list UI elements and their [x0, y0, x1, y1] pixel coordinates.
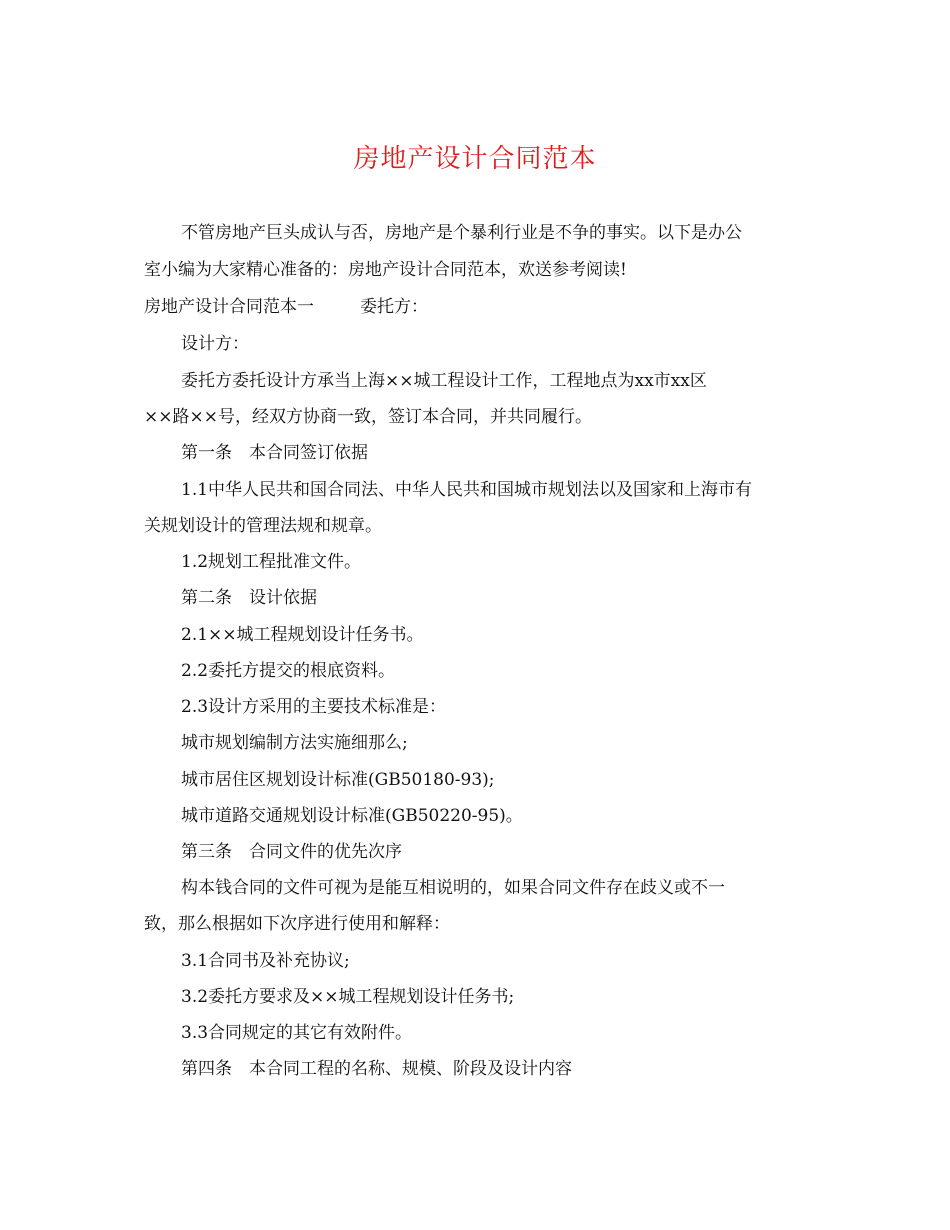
clause-line: 3.1合同书及补充协议; [181, 951, 350, 971]
article-heading: 第二条 设计依据 [181, 588, 317, 608]
document-title: 房地产设计合同范本 [353, 144, 597, 174]
paragraph-line: 室小编为大家精心准备的：房地产设计合同范本，欢送参考阅读! [144, 260, 627, 280]
clause-line: 3.3合同规定的其它有效附件。 [181, 1023, 413, 1043]
clause-line: 城市道路交通规划设计标准(GB50220-95)。 [181, 806, 523, 826]
paragraph-line: 关规划设计的管理法规和规章。 [144, 516, 382, 536]
client-label: 委托方： [360, 297, 428, 317]
contract-heading-line [144, 295, 428, 319]
paragraph-line: 委托方委托设计方承当上海××城工程设计工作，工程地点为xx市xx区 [181, 371, 707, 391]
clause-line: 2.1××城工程规划设计任务书。 [181, 625, 424, 645]
contract-heading: 房地产设计合同范本一 [144, 297, 314, 317]
article-heading: 第四条 本合同工程的名称、规模、阶段及设计内容 [181, 1059, 572, 1079]
paragraph-line: 致，那么根据如下次序进行使用和解释： [144, 914, 450, 934]
paragraph-line: 构本钱合同的文件可视为是能互相说明的，如果合同文件存在歧义或不一 [181, 878, 725, 898]
clause-line: 城市居住区规划设计标准(GB50180-93); [181, 770, 495, 790]
clause-line: 城市规划编制方法实施细那么; [181, 733, 408, 753]
paragraph-line: 1.1中华人民共和国合同法、中华人民共和国城市规划法以及国家和上海市有 [181, 480, 753, 500]
paragraph-line: ××路××号，经双方协商一致，签订本合同，并共同履行。 [144, 407, 592, 427]
clause-line: 2.2委托方提交的根底资料。 [181, 661, 396, 681]
designer-label: 设计方： [181, 334, 249, 354]
clause-line: 2.3设计方采用的主要技术标准是： [181, 697, 447, 717]
article-heading: 第一条 本合同签订依据 [181, 443, 368, 463]
clause-line: 3.2委托方要求及××城工程规划设计任务书; [181, 987, 515, 1007]
article-heading: 第三条 合同文件的优先次序 [181, 842, 402, 862]
clause-line: 1.2规划工程批准文件。 [181, 552, 362, 572]
paragraph-line: 不管房地产巨头成认与否，房地产是个暴利行业是不争的事实。以下是办公 [181, 223, 742, 243]
